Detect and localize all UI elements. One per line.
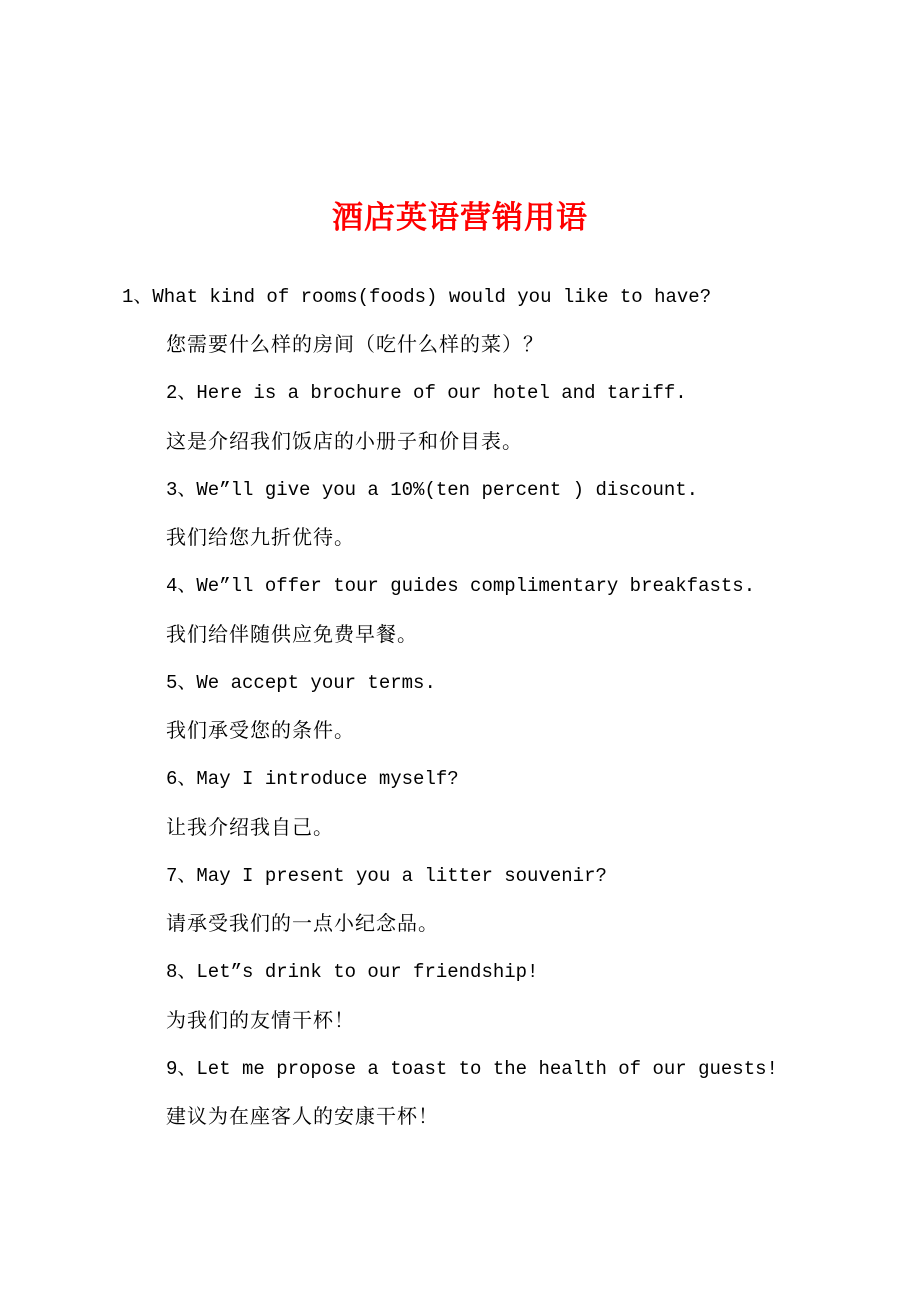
item-7-chinese: 请承受我们的一点小纪念品。 — [166, 911, 439, 935]
item-1-chinese: 您需要什么样的房间（吃什么样的菜）？ — [166, 332, 544, 356]
item-4-chinese: 我们给伴随供应免费早餐。 — [166, 622, 418, 646]
item-3-chinese: 我们给您九折优待。 — [166, 525, 355, 549]
item-3-english: 3、We”ll give you a 10%(ten percent ) discount. — [166, 479, 699, 501]
item-8-english: 8、Let”s drink to our friendship! — [166, 961, 539, 983]
item-6-chinese: 让我介绍我自己。 — [166, 815, 334, 839]
item-1-english: 1、What kind of rooms(foods) would you like to have? — [122, 286, 712, 308]
document-title: 酒店英语营销用语 — [332, 200, 588, 236]
item-8-chinese: 为我们的友情干杯！ — [166, 1008, 355, 1032]
item-5-english: 5、We accept your terms. — [166, 672, 436, 694]
item-4-english: 4、We”ll offer tour guides complimentary breakfasts. — [166, 575, 756, 597]
item-7-english: 7、May I present you a litter souvenir? — [166, 865, 607, 887]
item-9-chinese: 建议为在座客人的安康干杯！ — [166, 1104, 439, 1128]
item-2-english: 2、Here is a brochure of our hotel and tariff. — [166, 382, 687, 404]
item-6-english: 6、May I introduce myself? — [166, 768, 459, 790]
item-5-chinese: 我们承受您的条件。 — [166, 718, 355, 742]
item-2-chinese: 这是介绍我们饭店的小册子和价目表。 — [166, 429, 523, 453]
item-9-english: 9、Let me propose a toast to the health of our guests! — [166, 1058, 778, 1080]
